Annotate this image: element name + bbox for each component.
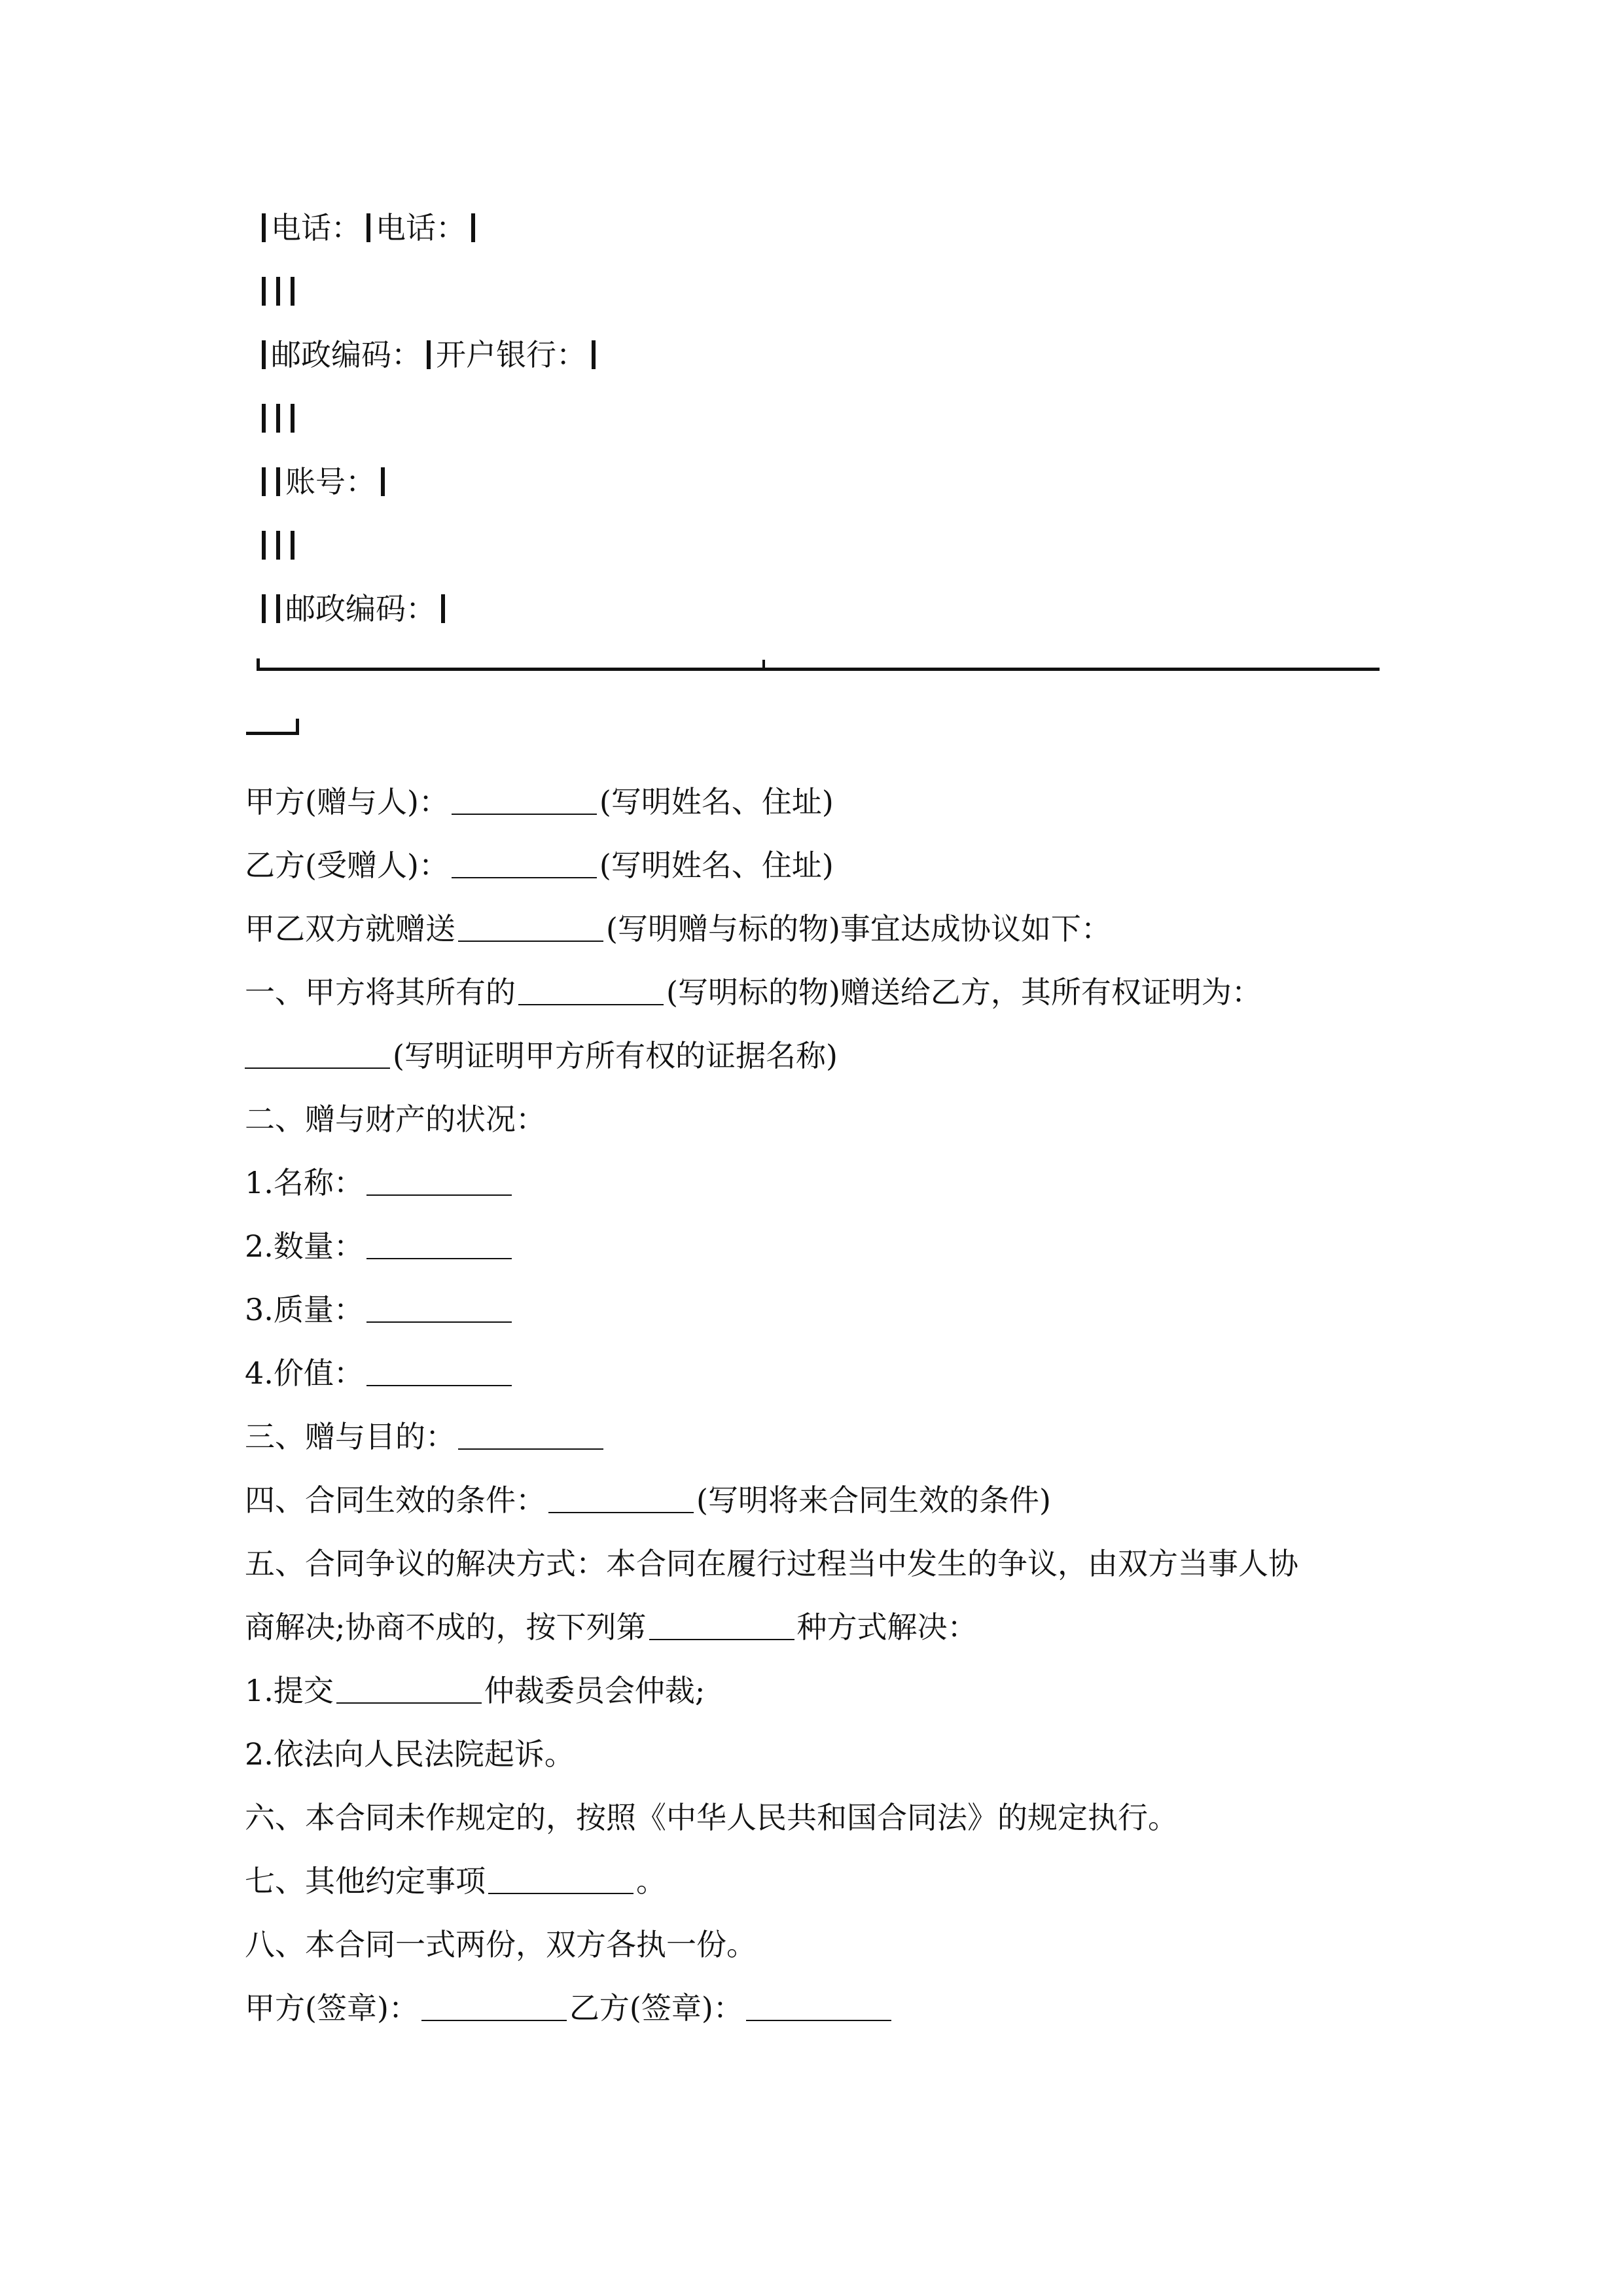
table-bottom-border <box>257 668 1380 671</box>
clause-8-line: 八、本合同一式两份，双方各执一份。 <box>245 1927 757 1962</box>
clause-5-line-1: 五、合同争议的解决方式：本合同在履行过程当中发生的争议，由双方当事人协 <box>245 1546 1298 1581</box>
table-bottom-border-cont <box>246 732 298 735</box>
clause-3-text: 三、赠与目的： <box>245 1419 455 1454</box>
table-border <box>276 404 280 433</box>
table-border <box>592 340 596 369</box>
clause-1-proof-line <box>245 1036 838 1075</box>
table-divider-tick <box>762 660 765 671</box>
table-border <box>276 467 280 496</box>
table-border <box>262 277 266 306</box>
donor-line <box>245 782 834 821</box>
clause-4-text: 四、合同生效的条件： <box>245 1482 546 1518</box>
table-corner-right <box>296 719 299 735</box>
intro-note: (写明赠与标的物)事宜达成协议如下： <box>606 911 1111 946</box>
table-row-phone <box>257 208 480 247</box>
clause-5-line-2 <box>245 1607 978 1647</box>
table-border <box>291 277 294 306</box>
bank-label: 开户银行： <box>436 337 586 372</box>
party-b-signature-blank[interactable] <box>746 2020 891 2021</box>
gift-purpose-blank[interactable] <box>458 1448 603 1450</box>
table-border <box>262 594 266 623</box>
clause-5-option-2: 2.依法向人民法院起诉。 <box>245 1736 575 1772</box>
table-border <box>427 340 431 369</box>
property-quality-label: 3.质量： <box>245 1292 364 1327</box>
table-border <box>291 531 294 560</box>
arbitration-committee-blank[interactable] <box>336 1702 482 1704</box>
clause-2-heading: 二、赠与财产的状况： <box>245 1102 546 1137</box>
clause-3-line <box>245 1417 606 1456</box>
clause-4-line <box>245 1480 1051 1520</box>
table-border <box>366 213 370 242</box>
donor-note: (写明姓名、住址) <box>599 784 834 819</box>
clause-4-note: (写明将来合同生效的条件) <box>696 1482 1051 1518</box>
property-quantity-blank[interactable] <box>366 1258 512 1259</box>
other-matters-blank[interactable] <box>488 1893 633 1894</box>
gift-object-blank[interactable] <box>518 1004 664 1005</box>
intro-line <box>245 909 1111 948</box>
party-b-signature-label: 乙方(签章)： <box>569 1990 743 2026</box>
clause-5-option-1 <box>245 1671 705 1710</box>
property-value-label: 4.价值： <box>245 1355 364 1391</box>
table-border <box>291 404 294 433</box>
phone-label-b: 电话： <box>376 210 466 245</box>
donee-note: (写明姓名、住址) <box>599 848 834 883</box>
clause-1-text: 一、甲方将其所有的 <box>245 975 516 1010</box>
party-a-signature-label: 甲方(签章)： <box>245 1990 419 2026</box>
donee-line <box>245 846 834 885</box>
table-border <box>262 213 266 242</box>
table-row-empty <box>257 526 300 565</box>
effective-condition-blank[interactable] <box>548 1512 694 1513</box>
table-border <box>276 531 280 560</box>
table-corner-left <box>257 658 260 671</box>
postcode-label-b: 邮政编码： <box>285 591 436 626</box>
phone-label-a: 电话： <box>271 210 361 245</box>
clause-6-line: 六、本合同未作规定的，按照《中华人民共和国合同法》的规定执行。 <box>245 1800 1178 1835</box>
option-1-text-end: 仲裁委员会仲裁; <box>484 1673 705 1708</box>
table-row-empty <box>257 272 300 311</box>
table-row-account <box>257 462 390 501</box>
property-name-blank[interactable] <box>366 1194 512 1196</box>
clause-1-proof-note: (写明证明甲方所有权的证据名称) <box>393 1038 838 1073</box>
clause-1-note: (写明标的物)赠送给乙方，其所有权证明为： <box>666 975 1262 1010</box>
postcode-label-a: 邮政编码： <box>271 337 421 372</box>
table-border <box>471 213 475 242</box>
table-border <box>276 594 280 623</box>
property-quality-line <box>245 1290 514 1329</box>
option-1-text: 1.提交 <box>245 1673 334 1708</box>
table-border <box>262 404 266 433</box>
clause-5-text: 商解决;协商不成的，按下列第 <box>245 1609 647 1645</box>
signature-line <box>245 1988 894 2028</box>
table-border <box>262 467 266 496</box>
donee-blank[interactable] <box>452 877 597 878</box>
gift-subject-blank[interactable] <box>458 941 603 942</box>
property-quantity-line <box>245 1227 514 1266</box>
table-border <box>441 594 445 623</box>
table-border <box>381 467 385 496</box>
table-border <box>262 340 266 369</box>
table-row-empty <box>257 399 300 438</box>
donee-label: 乙方(受赠人)： <box>245 848 449 883</box>
clause-5-text-end: 种方式解决： <box>796 1609 978 1645</box>
intro-text: 甲乙双方就赠送 <box>245 911 455 946</box>
property-value-blank[interactable] <box>366 1385 512 1386</box>
clause-1-line <box>245 973 1262 1012</box>
table-row-postcode-b <box>257 589 450 628</box>
clause-7-end: 。 <box>636 1863 666 1899</box>
property-value-line <box>245 1354 514 1393</box>
party-a-signature-blank[interactable] <box>421 2020 567 2021</box>
resolution-method-blank[interactable] <box>649 1639 794 1640</box>
property-quantity-label: 2.数量： <box>245 1229 364 1264</box>
table-border <box>276 277 280 306</box>
donor-blank[interactable] <box>452 814 597 815</box>
clause-7-line <box>245 1861 666 1901</box>
account-label: 账号： <box>285 464 376 499</box>
table-border <box>262 531 266 560</box>
property-name-line <box>245 1163 514 1202</box>
property-quality-blank[interactable] <box>366 1321 512 1323</box>
property-name-label: 1.名称： <box>245 1165 364 1200</box>
ownership-proof-blank[interactable] <box>245 1067 390 1069</box>
table-row-postcode-bank <box>257 335 601 374</box>
donor-label: 甲方(赠与人)： <box>245 784 449 819</box>
clause-7-text: 七、其他约定事项 <box>245 1863 486 1899</box>
